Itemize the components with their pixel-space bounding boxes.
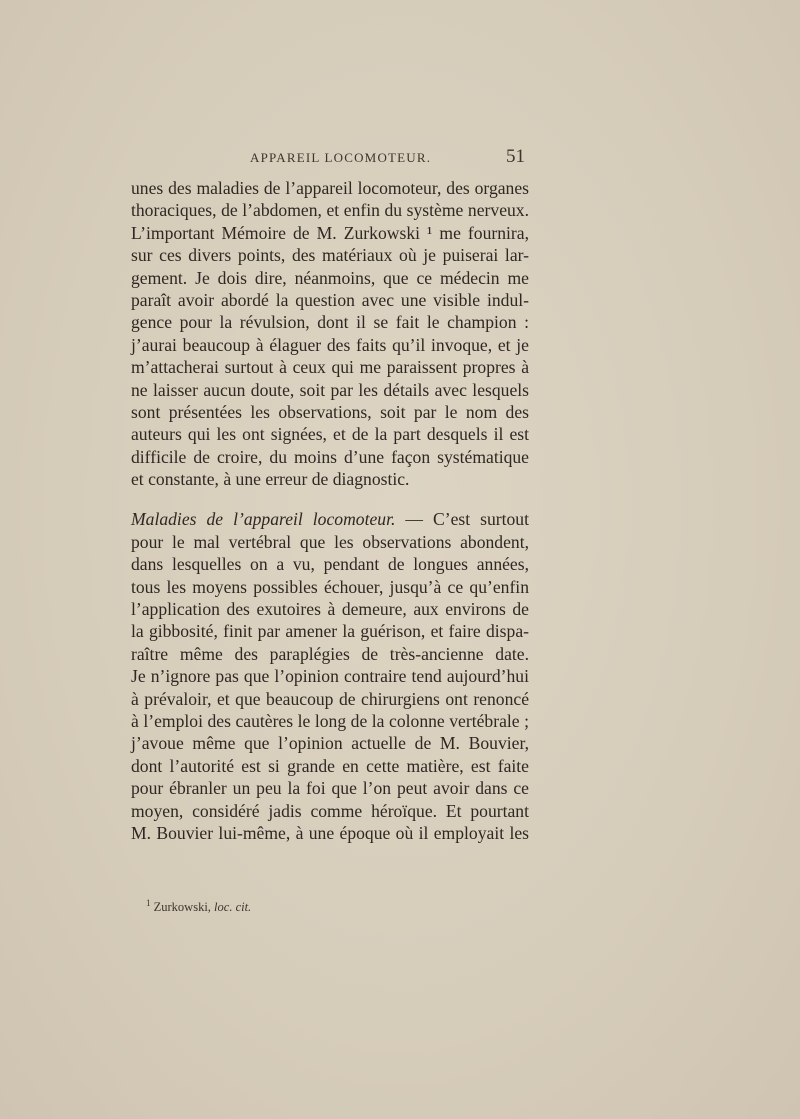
section-first-line (131, 508, 529, 530)
footnote-author: Zurkowski, (153, 900, 211, 915)
text-line: M. Bouvier lui-même, à une époque où il employait les (131, 822, 529, 843)
running-head: APPAREIL LOCOMOTEUR. (250, 150, 432, 165)
text-line: gement. Je dois dire, néanmoins, que ce médecin me (131, 267, 529, 288)
text-line: auteurs qui les ont signées, et de la part desquels il est (131, 424, 529, 445)
text-line: moyen, considéré jadis comme héroïque. Et pourtant (131, 800, 529, 821)
text-line: ne laisser aucun doute, soit par les détails avec lesquels (131, 379, 529, 400)
text-line: difficile de croire, du moins d’une façon systématique (131, 446, 529, 467)
text-line: raître même des paraplégies de très-ancienne date. (131, 643, 529, 664)
text-line: dans lesquelles on a vu, pendant de longues années, (131, 554, 529, 575)
text-line: thoraciques, de l’abdomen, et enfin du système nerveux. (131, 200, 529, 221)
text-line: à l’emploi des cautères le long de la colonne vertébrale ; (131, 710, 529, 731)
text-line: gence pour la révulsion, dont il se fait le champion : (131, 312, 529, 333)
footnote-marker: 1 (146, 898, 151, 908)
text-line: L’important Mémoire de M. Zurkowski ¹ me fournira, (131, 222, 529, 243)
text-line: pour ébranler un peu la foi que l’on peut avoir dans ce (131, 778, 529, 799)
body-text (131, 177, 529, 844)
text-line: dont l’autorité est si grande en cette matière, est faite (131, 755, 529, 776)
paragraph-gap (131, 490, 529, 508)
text-line: la gibbosité, finit par amener la guérison, et faire dispa- (131, 621, 529, 642)
text-line: l’application des exutoires à demeure, aux environs de (131, 599, 529, 620)
text-line: m’attacherai surtout à ceux qui me paraissent propres à (131, 357, 529, 378)
section-first-line-text: — C’est surtout (395, 509, 529, 530)
footnote (146, 898, 251, 915)
text-line: unes des maladies de l’appareil locomoteur, des organes (131, 178, 529, 198)
text-line: à prévaloir, et que beaucoup de chirurgiens ont renoncé (131, 688, 529, 709)
text-line: j’aurai beaucoup à élaguer des faits qu’il invoque, et je (131, 334, 529, 355)
text-line: et constante, à une erreur de diagnostic. (131, 469, 410, 490)
text-line: Je n’ignore pas que l’opinion contraire tend aujourd’hui (131, 666, 529, 687)
page-number: 51 (506, 146, 525, 167)
text-line: tous les moyens possibles échouer, jusqu’à ce qu’enfin (131, 576, 529, 597)
text-line: sur ces divers points, des matériaux où je puiserai lar- (131, 245, 529, 266)
section-heading: Maladies de l’appareil locomoteur. (131, 509, 396, 530)
text-line: sont présentées les observations, soit par le nom des (131, 401, 529, 422)
text-line: paraît avoir abordé la question avec une visible indul- (131, 289, 529, 310)
footnote-citation: loc. cit. (214, 900, 252, 915)
page-header (130, 148, 530, 172)
text-line: j’avoue même que l’opinion actuelle de M. Bouvier, (131, 733, 529, 754)
text-line: pour le mal vertébral que les observations abondent, (131, 531, 529, 552)
